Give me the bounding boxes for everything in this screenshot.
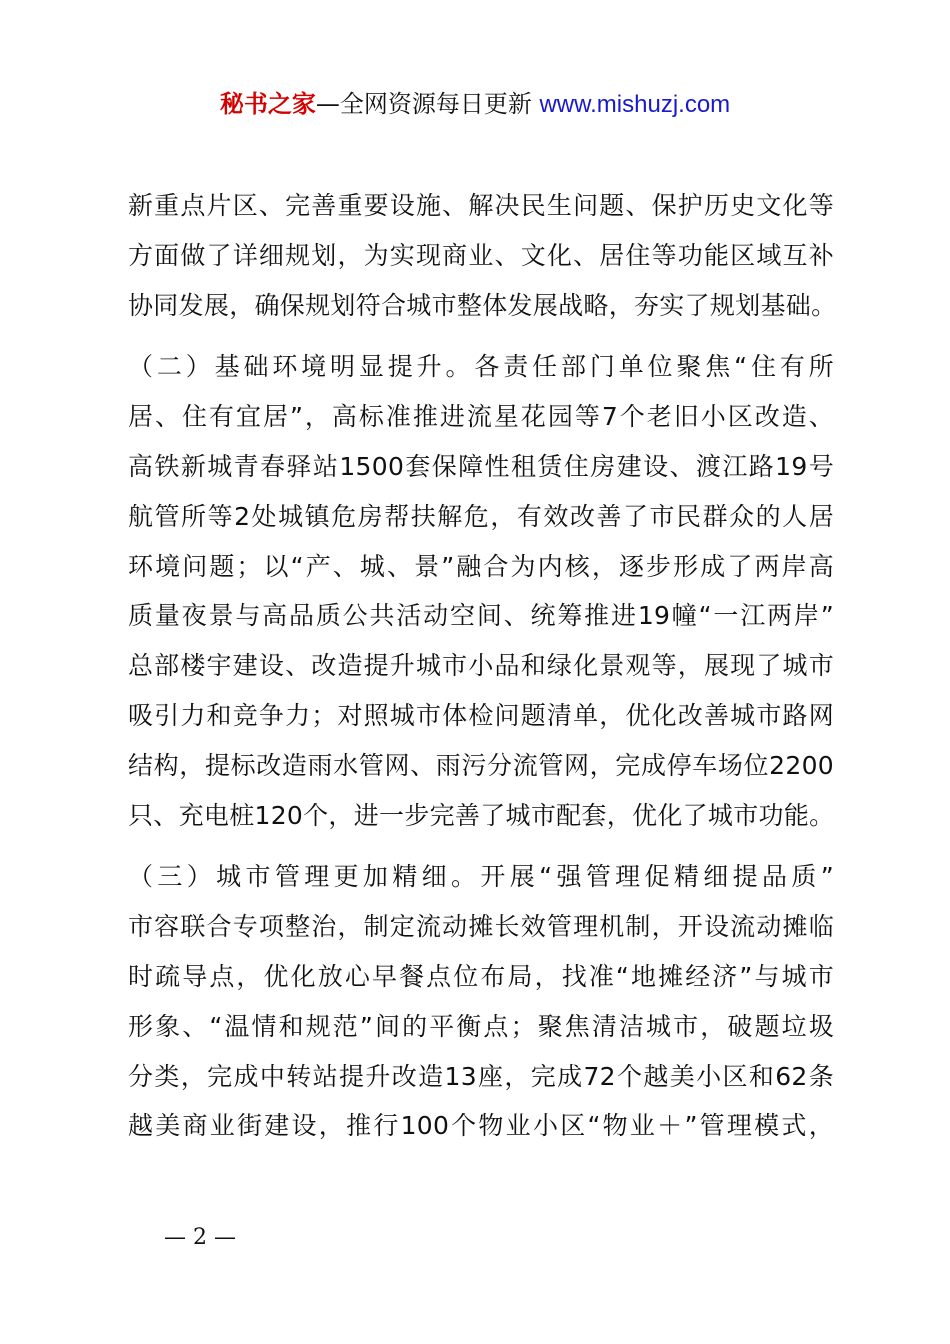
text-line: 居、住有宜居”，高标准推进流星花园等7个老旧小区改造、 [128,402,834,432]
paragraph-1 [128,181,837,330]
text-line: 质量夜景与高品质公共活动空间、统筹推进19幢“一江两岸” [128,601,834,631]
text-line: 分类，完成中转站提升改造13座，完成72个越美小区和62条 [128,1061,834,1091]
text-line: 方面做了详细规划，为实现商业、文化、居住等功能区域互补 [128,240,834,270]
text-line: 新重点片区、完善重要设施、解决民生问题、保护历史文化等 [128,191,834,220]
text-line: 市容联合专项整治，制定流动摊长效管理机制，开设流动摊临 [128,912,834,942]
paragraph-3 [128,852,834,1151]
text-line: 总部楼宇建设、改造提升城市小品和绿化景观等，展现了城市 [128,651,834,681]
text-line: 越美商业街建设，推行100个物业小区“物业＋”管理模式， [128,1111,834,1141]
text-line: 高铁新城青春驿站1500套保障性租赁住房建设、渡江路19号 [128,451,834,481]
text-line: （二）基础环境明显提升。各责任部门单位聚焦“住有所 [128,352,834,382]
brand-name: 秘书之家 [219,90,316,118]
text-line: 时疏导点，优化放心早餐点位布局，找准“地摊经济”与城市 [128,961,834,991]
site-header [0,86,950,123]
text-line: （三）城市管理更加精细。开展“强管理促精细提品质” [128,862,834,892]
document-body [128,181,837,1151]
site-url-link[interactable]: www.mishuzj.com [539,91,731,118]
text-line: 结构，提标改造雨水管网、雨污分流管网，完成停车场位2200 [128,750,834,780]
text-line: 只、充电桩120个，进一步完善了城市配套，优化了城市功能。 [128,800,835,830]
text-line: 形象、“温情和规范”间的平衡点；聚焦清洁城市，破题垃圾 [128,1011,834,1041]
text-line: 航管所等2处城镇危房帮扶解危，有效改善了市民群众的人居 [128,501,834,531]
page-number: — 2 — [164,1225,236,1250]
header-slogan: —全网资源每日更新 [315,90,540,118]
text-line: 吸引力和竞争力；对照城市体检问题清单，优化改善城市路网 [128,700,834,730]
paragraph-2 [128,342,834,840]
text-line: 环境问题；以“产、城、景”融合为内核，逐步形成了两岸高 [128,551,834,581]
text-line: 协同发展，确保规划符合城市整体发展战略，夯实了规划基础。 [128,290,837,320]
